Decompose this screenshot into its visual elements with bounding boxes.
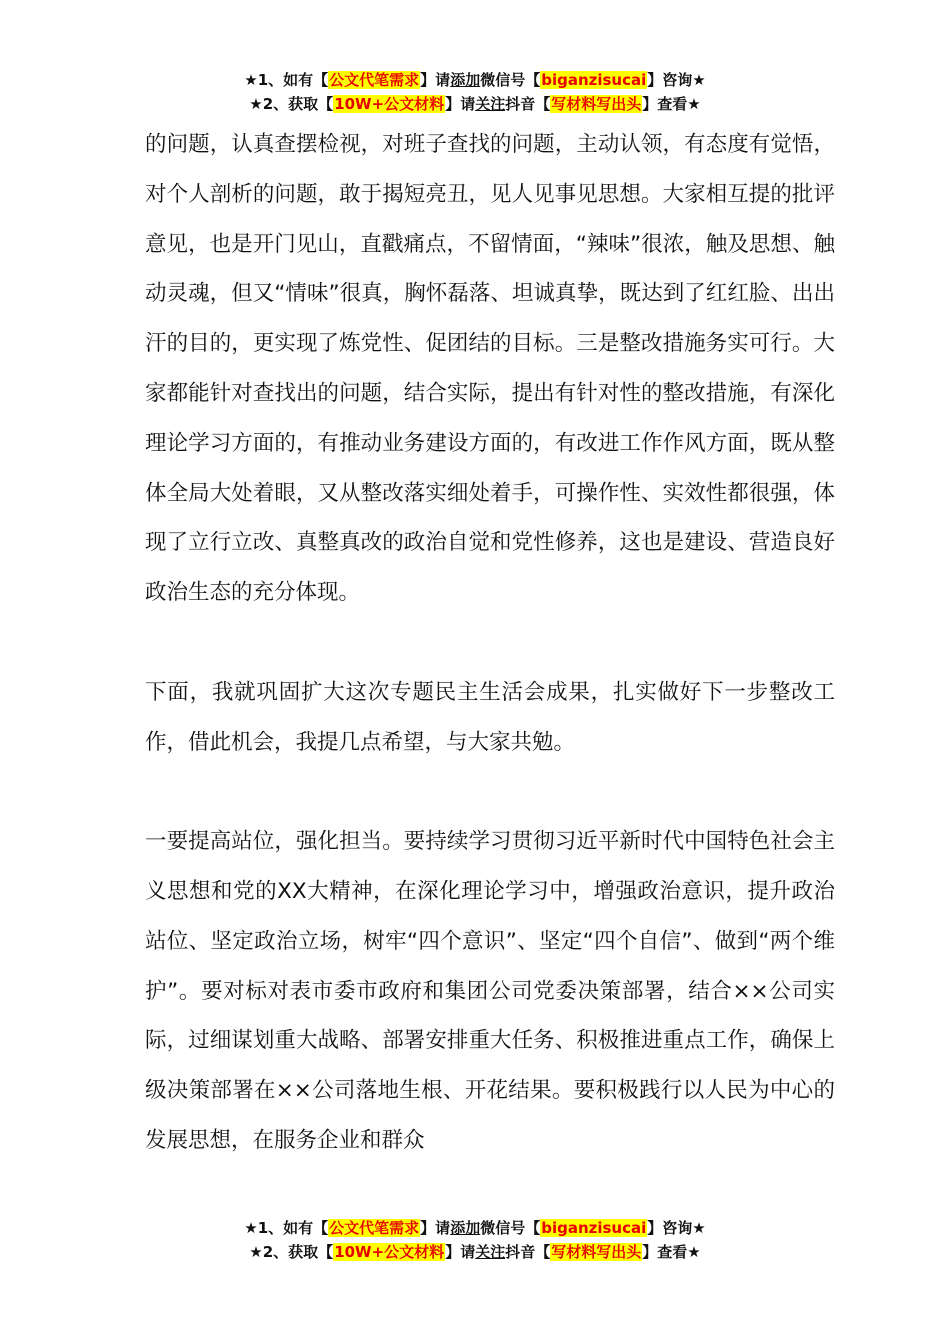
underlined-text: 关注 <box>475 1243 506 1261</box>
douyin-account: 写材料写出头 <box>551 1243 642 1261</box>
banner-line-1 <box>0 1216 950 1240</box>
banner-text: 微信号【 <box>480 1219 541 1237</box>
banner-text: ★2、获取【 <box>249 1243 334 1261</box>
wechat-id: biganzisucai <box>541 1219 647 1237</box>
banner-text: ★1、如有【 <box>244 71 329 89</box>
banner-line-1 <box>0 68 950 92</box>
highlight-text: 10W+公文材料 <box>334 1243 445 1261</box>
banner-line-2 <box>0 92 950 116</box>
banner-text: ★2、获取【 <box>249 95 334 113</box>
banner-text: 抖音【 <box>505 95 551 113</box>
banner-line-2 <box>0 1240 950 1264</box>
underlined-text: 关注 <box>475 95 506 113</box>
document-body <box>145 120 835 1166</box>
wechat-id: biganzisucai <box>541 71 647 89</box>
banner-text: 微信号【 <box>480 71 541 89</box>
banner-text: 】查看★ <box>642 1243 701 1261</box>
banner-text: 抖音【 <box>505 1243 551 1261</box>
banner-text: 】请 <box>420 1219 451 1237</box>
highlight-text: 公文代笔需求 <box>329 71 420 89</box>
banner-text: 】咨询★ <box>647 71 706 89</box>
banner-text: 】请 <box>420 71 451 89</box>
banner-text: 】咨询★ <box>647 1219 706 1237</box>
footer-banner <box>0 1216 950 1264</box>
highlight-text: 公文代笔需求 <box>329 1219 420 1237</box>
douyin-account: 写材料写出头 <box>551 95 642 113</box>
paragraph: 下面，我就巩固扩大这次专题民主生活会成果，扎实做好下一步整改工作，借此机会，我提几点希望，与大家共勉。 <box>145 679 835 755</box>
underlined-text: 添加 <box>450 71 481 89</box>
paragraph: 的问题，认真查摆检视，对班子查找的问题，主动认领，有态度有觉悟，对个人剖析的问题，敢于揭短亮丑，见人见事见思想。大家相互提的批评意见，也是开门见山，直戳痛点，不留情面，“辣味”很浓，触及思想、触动灵魂，但又“情味”很真，胸怀磊落、坦诚真挚，既达到了红红脸、出出汗的目的，更实现了炼党性、促团结的目标。三是整改措施务实可行。大家都能针对查找出的问题，结合实际，提出有针对性的整改措施，有深化理论学习方面的，有推动业务建设方面的，有改进工作作风方面，既从整体全局大处着眼，又从整改落实细处着手，可操作性、实效性都很强，体现了立行立改、真整真改的政治自觉和党性修养，这也是建设、营造良好政治生态的充分体现。 <box>145 132 835 606</box>
banner-text: 】请 <box>445 95 476 113</box>
underlined-text: 添加 <box>450 1219 481 1237</box>
banner-text: 】请 <box>445 1243 476 1261</box>
banner-text: 】查看★ <box>642 95 701 113</box>
paragraph: 一要提高站位，强化担当。要持续学习贯彻习近平新时代中国特色社会主义思想和党的XX大精神，在深化理论学习中，增强政治意识，提升政治站位、坚定政治立场，树牢“四个意识”、坚定“四个自信”、做到“两个维护”。要对标对表市委市政府和集团公司党委决策部署，结合××公司实际，过细谋划重大战略、部署安排重大任务、积极推进重点工作，确保上级决策部署在××公司落地生根、开花结果。要积极践行以人民为中心的发展思想，在服务企业和群众 <box>145 829 835 1153</box>
highlight-text: 10W+公文材料 <box>334 95 445 113</box>
header-banner <box>0 68 950 116</box>
banner-text: ★1、如有【 <box>244 1219 329 1237</box>
